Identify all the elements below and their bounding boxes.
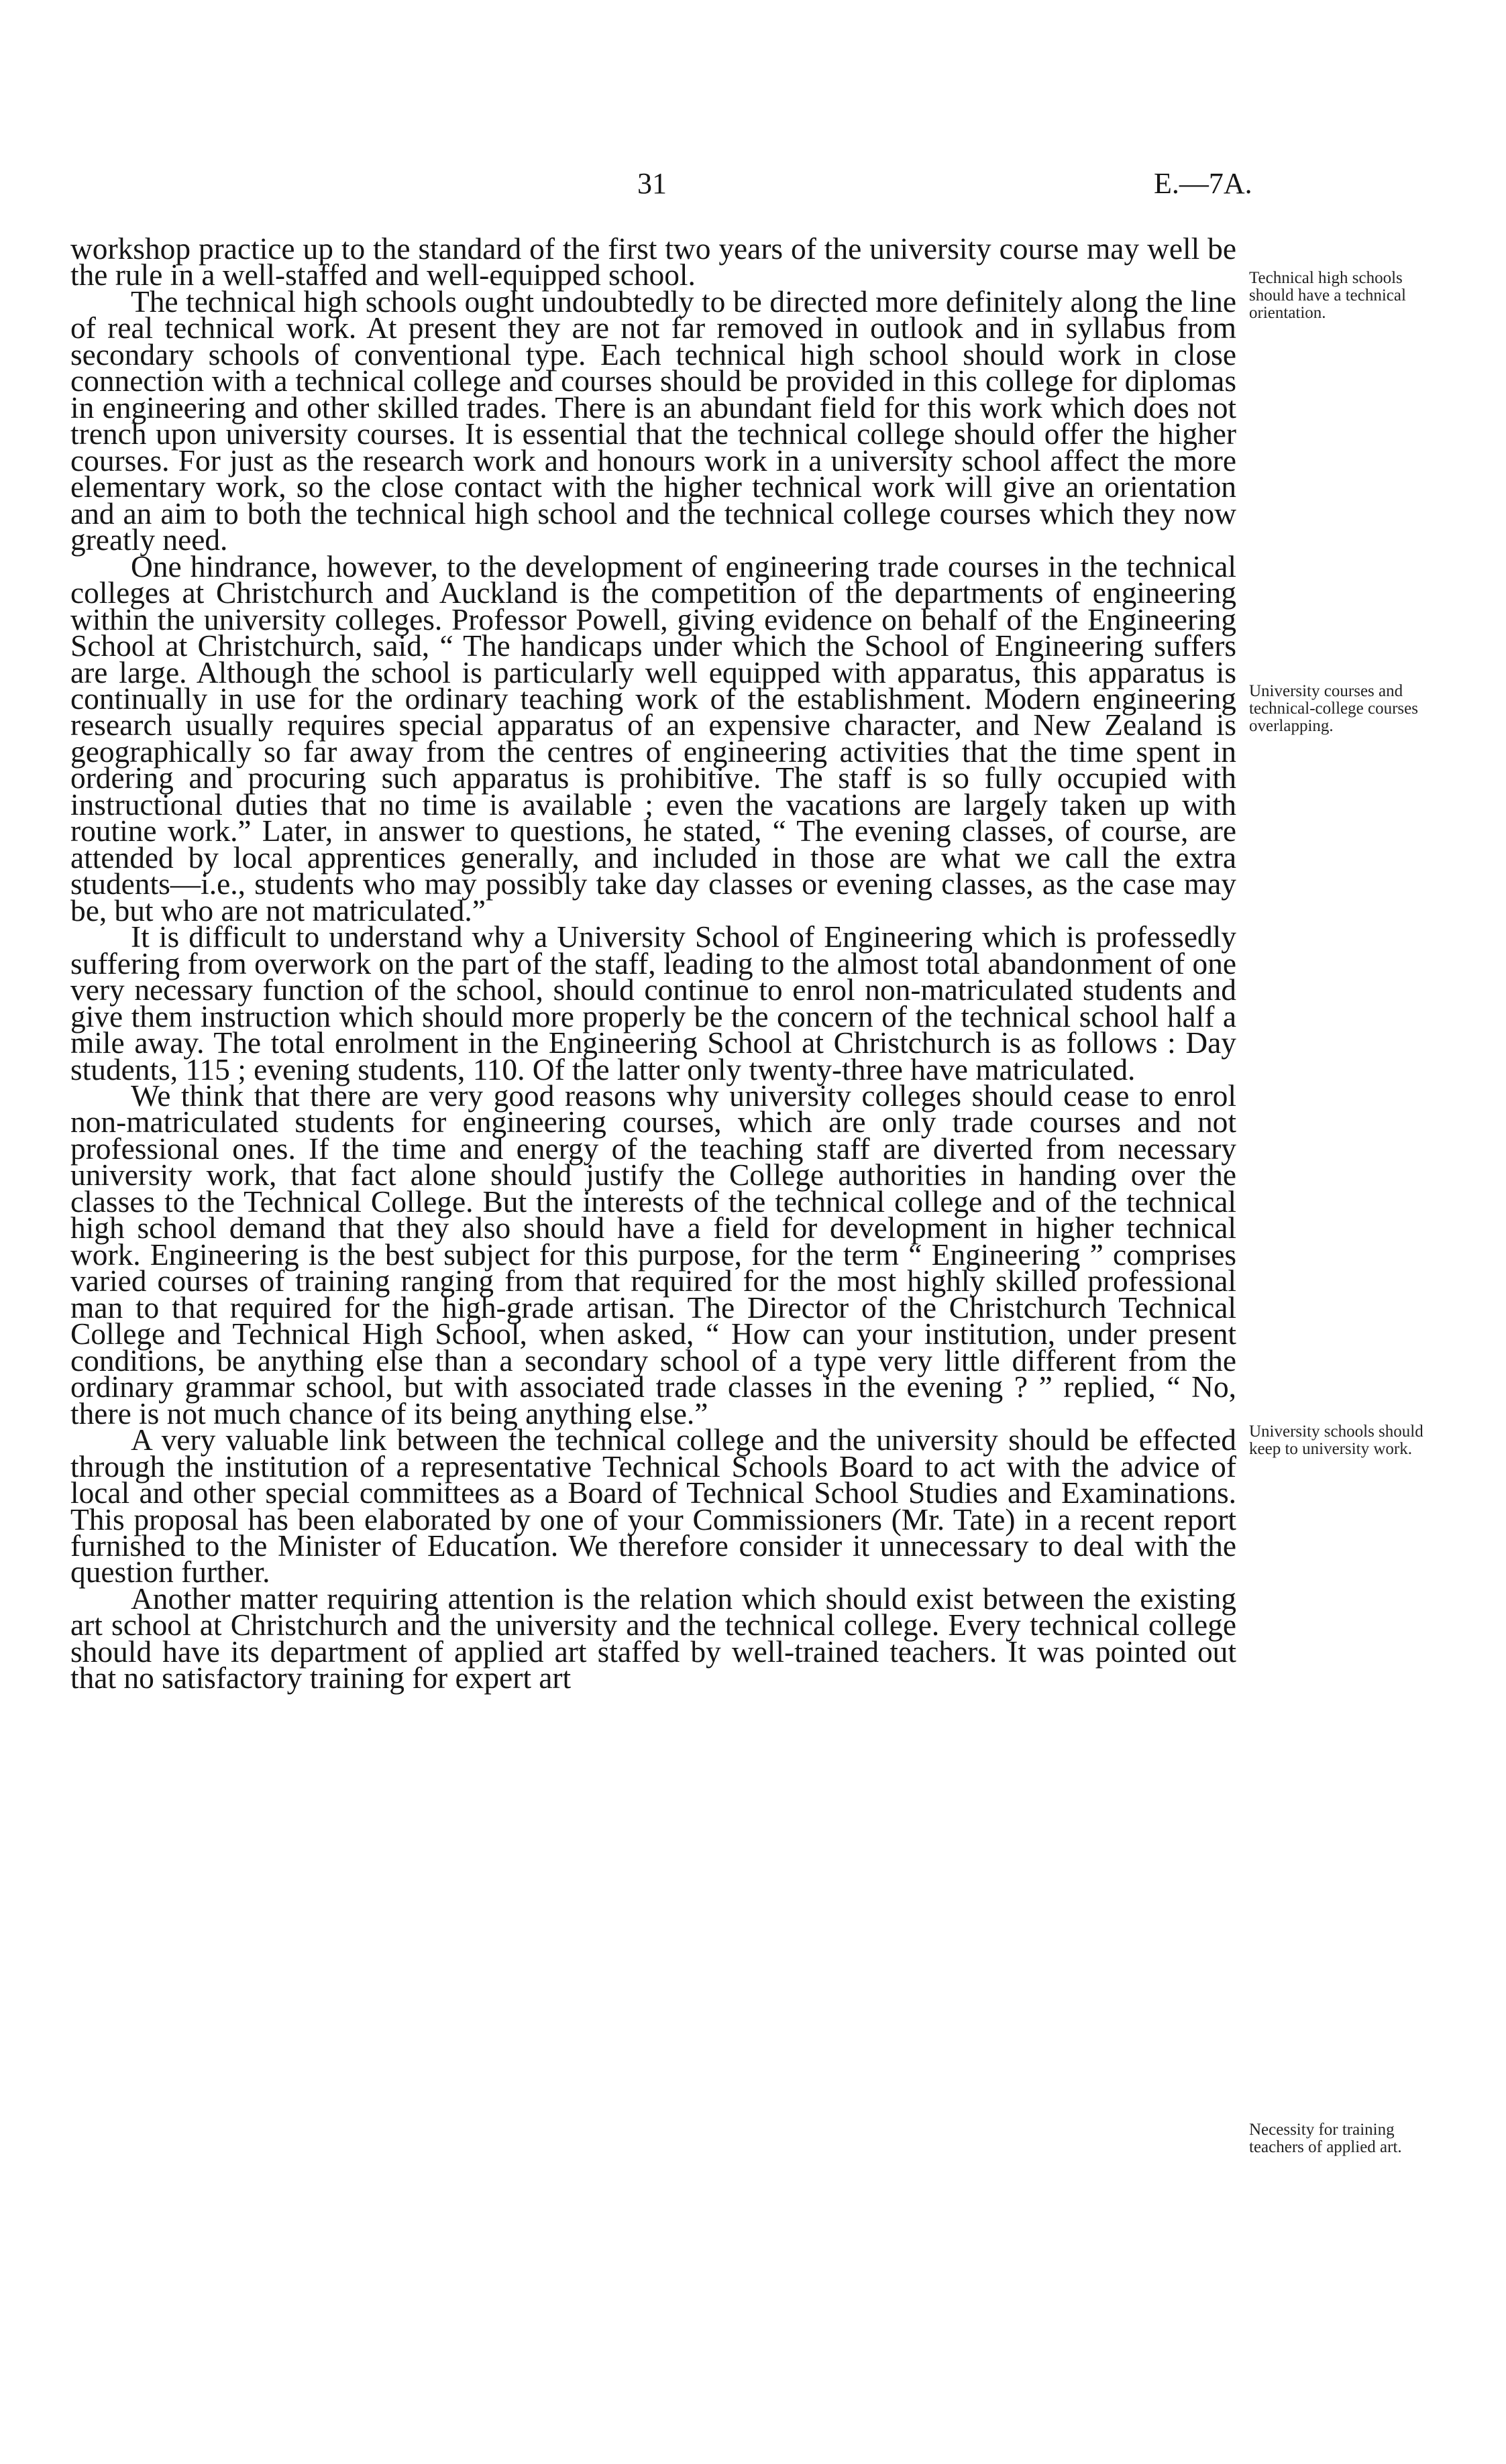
- paragraph: We think that there are very good reasons why university colleges should cease to enrol non-matriculated students for engineering courses, which are only trade courses and not professional ones. If the time and energy of the teaching staff are diverted from necessary university work, that fact alone should justify the College authorities in handing over the classes to the Technical College. But the interests of the technical college and of the technical high school demand that they also should have a field for development in higher technical work. Engineering is the best subject for this purpose, for the term “ Engineering ” comprises varied courses of training ranging from that required for the most highly skilled professional man to that required for the high-grade artisan. The Director of the Christchurch Technical College and Technical High School, when asked, “ How can your institution, under present conditions, be anything else than a secondary school of a type very little different from the ordinary grammar school, but with associated trade classes in the evening ? ” replied, “ No, there is not much chance of its being anything else.”: [70, 1079, 1236, 1431]
- margin-note: Necessity for training teachers of applied art.: [1249, 2121, 1402, 2156]
- margin-note: University courses and technical-college courses overlapping.: [1249, 682, 1418, 735]
- paragraph: workshop practice up to the standard of the first two years of the university course may well be the rule in a well-staffed and well-equipped school.: [70, 232, 1236, 292]
- page-number: 31: [637, 167, 667, 200]
- document-reference: E.—7A.: [1154, 167, 1252, 200]
- paragraph: The technical high schools ought undoubtedly to be directed more definitely along the line of real technical work. At present they are not far removed in outlook and in syllabus from secondary schools of conventional type. Each technical high school should work in close connection with a technical college and courses should be provided in this college for diplomas in engineering and other skilled trades. There is an abundant field for this work which does not trench upon university courses. It is essential that the technical college should offer the higher courses. For just as the research work and honours work in a university school affect the more elementary work, so the close contact with the higher technical work will give an orientation and an aim to both the technical high school and the technical college courses which they now greatly need.: [70, 284, 1236, 557]
- main-text-column: [70, 232, 1236, 1695]
- margin-note: Technical high schools should have a technical orientation.: [1249, 269, 1406, 322]
- paragraph: A very valuable link between the technical college and the university should be effected through the institution of a representative Technical Schools Board to act with the advice of local and other special committees as a Board of Technical School Studies and Examinations. This proposal has been elaborated by one of your Commissioners (Mr. Tate) in a recent report furnished to the Minister of Education. We therefore consider it unnecessary to deal with the question further.: [70, 1423, 1236, 1589]
- margin-note: University schools should keep to university work.: [1249, 1422, 1423, 1458]
- paragraph: Another matter requiring attention is the relation which should exist between the existing art school at Christchurch and the university and the technical college. Every technical college should have its department of applied art staffed by well-trained teachers. It was pointed out that no satisfactory training for expert art: [70, 1581, 1236, 1695]
- paragraph: It is difficult to understand why a University School of Engineering which is professedly suffering from overwork on the part of the staff, leading to the almost total abandonment of one very necessary function of the school, should continue to enrol non-matriculated students and give them instruction which should more properly be the concern of the technical school half a mile away. The total enrolment in the Engineering School at Christchurch is as follows : Day students, 115 ; evening students, 110. Of the latter only twenty-three have matriculated.: [70, 920, 1236, 1086]
- paragraph: One hindrance, however, to the development of engineering trade courses in the technical colleges at Christchurch and Auckland is the competition of the departments of engineering within the university colleges. Professor Powell, giving evidence on behalf of the Engineering School at Christchurch, said, “ The handicaps under which the School of Engineering suffers are large. Although the school is particularly well equipped with apparatus, this apparatus is continually in use for the ordinary teaching work of the establishment. Modern engineering research usually requires special apparatus of an expensive character, and New Zealand is geographically so far away from the centres of engineering activities that the time spent in ordering and procuring such apparatus is prohibitive. The staff is so fully occupied with instructional duties that no time is available ; even the vacations are largely taken up with routine work.” Later, in answer to questions, he stated, “ The evening classes, of course, are attended by local apprentices generally, and included in those are what we call the extra students—i.e., students who may possibly take day classes or evening classes, as the case may be, but who are not matriculated.”: [70, 549, 1236, 928]
